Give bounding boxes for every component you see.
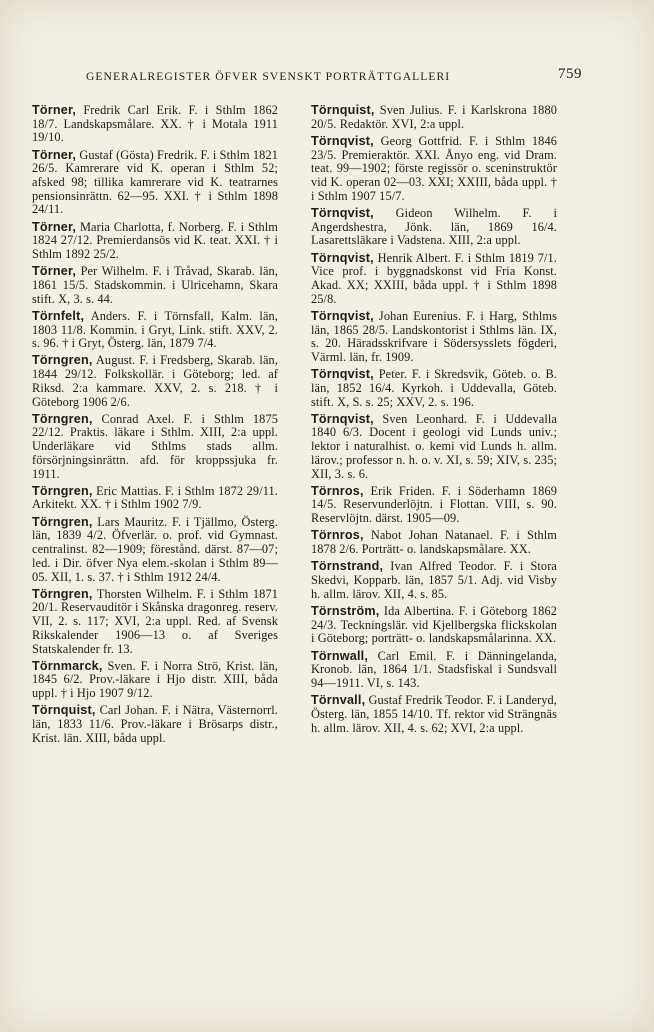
entry-name: Törnmarck, (32, 658, 103, 673)
entry-text: Thorsten Wilhelm. F. i Sthlm 1871 20/1. Reservauditör i Skånska dragonreg. reserv. VII, 2. s. 117; XVI, 2:a uppl. Red. af Svensk Rikskalender 1906—13 o. af Sveriges Statskalender fr. 13. (32, 586, 278, 656)
register-entry (311, 485, 557, 526)
register-entry (311, 368, 557, 409)
entry-name: Törngren, (32, 514, 93, 529)
register-entry (311, 252, 557, 307)
entry-text: Erik Friden. F. i Söderhamn 1869 14/5. Reservunderlöjtn. i Flottan. VIII, s. 90. Reservlöjtn. därst. 1905—09. (311, 483, 557, 526)
entry-text: Eric Mattias. F. i Sthlm 1872 29/11. Arkitekt. XX. † i Sthlm 1902 7/9. (32, 483, 278, 512)
entry-name: Törnqvist, (311, 205, 374, 220)
register-entry (32, 516, 278, 585)
register-entry (311, 694, 557, 735)
register-entry (311, 650, 557, 691)
entry-text: Gustaf Fredrik Teodor. F. i Landeryd, Österg. län, 1855 14/10. Tf. rektor vid Strängnäs h. allm. lärov. XII, 4. s. 62; XVI, 2:a uppl. (311, 693, 557, 735)
register-entry (32, 704, 278, 745)
entry-text: Conrad Axel. F. i Sthlm 1875 22/12. Praktis. läkare i Sthlm. XIII, 2:a uppl. Underläkare vid Sthlms stads allm. försörjningsinrättn. afd. för kroppssjuka fr. 1911. (32, 411, 278, 481)
entry-name: Törnqvist, (311, 308, 374, 323)
entry-name: Törnqvist, (311, 133, 374, 148)
entry-text: Sven Julius. F. i Karlskrona 1880 20/5. Redaktör. XVI, 2:a uppl. (311, 103, 557, 131)
entry-text: Fredrik Carl Erik. F. i Sthlm 1862 18/7. Landskapsmålare. XX. † i Motala 1911 19/10. (32, 103, 278, 145)
entry-text: August. F. i Fredsberg, Skarab. län, 1844 29/12. Folkskollär. i Göteborg; led. af Riksd. 2:a kammare. XXV, 2. s. 218. † i Göteborg 1906 2/6. (32, 353, 278, 409)
entry-text: Carl Emil. F. i Dänningelanda, Kronob. län, 1864 1/1. Stadsfiskal i Sundsvall 94—1911. VI, s. 143. (311, 648, 557, 690)
entry-name: Törngren, (32, 411, 93, 426)
register-entry (32, 265, 278, 306)
register-entry (32, 310, 278, 351)
register-entry (32, 149, 278, 218)
entry-text: Georg Gottfrid. F. i Sthlm 1846 23/5. Premieraktör. XXI. Ånyo eng. vid Dram. teat. 99—1902; förste regissör o. sceninstruktör vid K. operan 02—03. XXI; XXIII, båda uppl. † i Sthlm 1907 15/7. (311, 133, 557, 203)
entry-text: Sven. F. i Norra Strö, Krist. län, 1845 6/2. Prov.-läkare i Hjo distr. XIII, båda uppl. † i Hjo 1907 9/12. (32, 658, 278, 701)
entry-text: Johan Eurenius. F. i Harg, Sthlms län, 1865 28/5. Landskontorist i Sthlms län. IX, s. 20. Häradsskrifvare i Södersysslets fögderi, Värml. län, fr. 1909. (311, 308, 557, 364)
register-entry (311, 207, 557, 248)
entry-text: Per Wilhelm. F. i Tråvad, Skarab. län, 1861 15/5. Stadskommin. i Ulricehamn, Skara stift. X, 3. s. 44. (32, 264, 278, 306)
entry-text: Gustaf (Gösta) Fredrik. F. i Sthlm 1821 26/5. Kamrerare vid K. operan i Sthlm 52; afsked 98; tillika kamrerare vid K. teatrarnes pensionsinrättn. 62—95. XXI. † i Sthlm 1898 24/11. (32, 147, 278, 217)
register-entry (311, 310, 557, 365)
register-entry (311, 605, 557, 646)
entry-name: Törnstrand, (311, 559, 384, 574)
entry-text: Sven Leonhard. F. i Uddevalla 1840 6/3. Docent i geologi vid Lunds univ.; lektor i naturalhist. o. kemi vid Lunds h. allm. lärov.; professor n. h. o. v. XI, s. 59; XIV, s. 235; XII, 3. s. 6. (311, 411, 557, 481)
entry-name: Törnqvist, (311, 411, 374, 426)
entry-text: Carl Johan. F. i Nätra, Västernorrl. län, 1833 11/6. Prov.-läkare i Brösarps distr., Krist. län. XIII, båda uppl. (32, 703, 278, 745)
register-entry (32, 354, 278, 409)
register-entry (32, 413, 278, 482)
register-entry (311, 135, 557, 204)
right-column (311, 104, 557, 739)
entry-name: Törnqvist, (311, 250, 374, 265)
register-entry (32, 104, 278, 145)
entry-text: Nabot Johan Natanael. F. i Sthlm 1878 2/6. Porträtt- o. landskapsmålare. XX. (311, 528, 557, 557)
entry-name: Törnvall, (311, 693, 366, 708)
register-entry (311, 104, 557, 131)
left-column (32, 104, 278, 749)
entry-name: Törner, (32, 219, 77, 234)
page-number: 759 (558, 66, 582, 82)
entry-text: Gideon Wilhelm. F. i Angerdshestra, Jönk. län, 1869 16/4. Lasarettsläkare i Vadstena. XIII, 2:a uppl. (311, 205, 557, 248)
register-entry (32, 588, 278, 657)
entry-name: Törnwall, (311, 648, 369, 663)
entry-name: Törnros, (311, 528, 364, 543)
entry-text: Lars Mauritz. F. i Tjällmo, Österg. län, 1839 4/2. Öfverlär. o. prof. vid Gymnast. centralinst. 82—1909; förestånd. därst. 87—07; led. i Dir. öfver Nya elem.-skolan i Sthlm 89—05. XII, 1. s. 37. † i Sthlm 1912 24/4. (32, 514, 278, 584)
register-entry (311, 560, 557, 601)
entry-text: Anders. F. i Törnsfall, Kalm. län, 1803 11/8. Kommin. i Gryt, Link. stift. XXV, 2. s. 96. † i Gryt, Österg. län, 1879 7/4. (32, 308, 278, 351)
entry-name: Törngren, (32, 586, 93, 601)
register-entry (32, 660, 278, 701)
register-entry (311, 529, 557, 556)
entry-name: Törner, (32, 264, 77, 279)
running-title: GENERALREGISTER ÖFVER SVENSKT PORTRÄTTGALLERI (86, 70, 451, 83)
entry-text: Henrik Albert. F. i Sthlm 1819 7/1. Vice prof. i byggnadskonst vid Fria Konst. Akad. XX; XXIII, båda uppl. † i Sthlm 1898 25/8. (311, 250, 557, 306)
register-entry (32, 221, 278, 262)
entry-text: Peter. F. i Skredsvik, Göteb. o. B. län, 1852 16/4. Kyrkoh. i Uddevalla, Göteb. stift. X, S. s. 25; XXV, 2. s. 196. (311, 367, 557, 409)
entry-text: Maria Charlotta, f. Norberg. F. i Sthlm 1824 27/12. Premierdansös vid K. teat. XXI. † i Sthlm 1892 25/2. (32, 219, 278, 262)
entry-name: Törngren, (32, 353, 93, 368)
register-entry (311, 413, 557, 482)
register-entry (32, 485, 278, 512)
entry-name: Törner, (32, 103, 77, 117)
entry-name: Törnfelt, (32, 308, 85, 323)
entry-name: Törnström, (311, 603, 380, 618)
entry-text: Ivan Alfred Teodor. F. i Stora Skedvi, Kopparb. län, 1857 5/1. Adj. vid Visby h. allm. lärov. XII, 4. s. 85. (311, 559, 557, 601)
entry-name: Törnquist, (32, 703, 96, 718)
entry-name: Törnqvist, (311, 367, 374, 382)
entry-name: Törngren, (32, 483, 93, 498)
entry-name: Törnros, (311, 483, 364, 498)
entry-name: Törner, (32, 147, 77, 162)
entry-text: Ida Albertina. F. i Göteborg 1862 24/3. Teckningslär. vid Kjellbergska flickskolan i Göteborg; porträtt- o. landskapsmålarinna. XX. (311, 603, 557, 646)
entry-name: Törnquist, (311, 103, 375, 117)
running-head (86, 66, 582, 88)
